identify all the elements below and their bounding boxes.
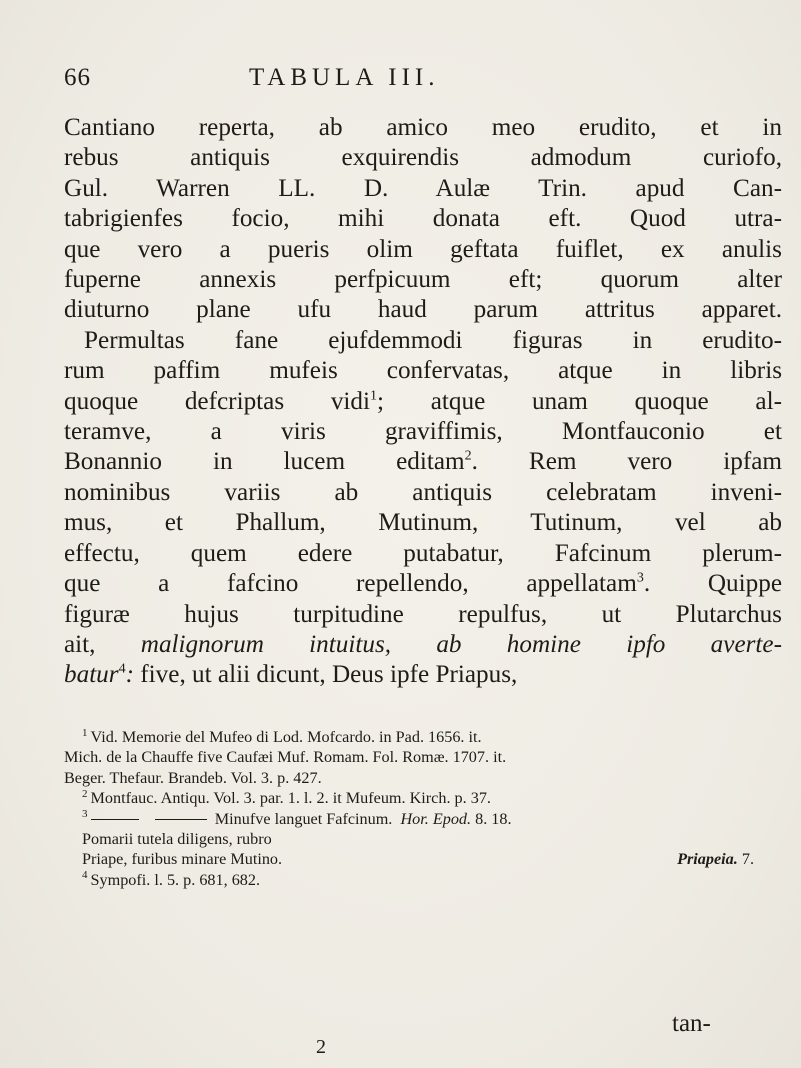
footnote-1-cont: Beger. Thefaur. Brandeb. Vol. 3. p. 427. [64,768,322,787]
text-fragment: quoque defcriptas vidi [64,387,371,415]
page-header [64,64,784,94]
text-line [64,630,782,660]
text-line [64,569,782,599]
footnote-marker: 3 [636,570,644,586]
verse-citation-title: Priapeia. [677,850,738,869]
body-text [64,113,782,691]
footnote-citation: Hor. Epod. [400,809,472,828]
verse-citation-ref: 7. [741,850,754,869]
verse-citation [677,849,754,869]
text-line: rebus antiquis exquirendis admodum curiofo, [64,144,782,172]
footnote-text: Minufve languet Fafcinum. [214,809,393,828]
text-line: Permultas fane ejufdemmodi figuras in erudito- [84,326,782,354]
text-fragment: Bonannio in lucem editam [64,448,465,476]
text-line [64,447,782,477]
text-line: que vero a pueris olim geftata fuiflet, ex anulis [64,235,782,263]
text-fragment: five, ut alii dicunt, Deus ipfe Priapus, [140,661,518,689]
text-line: tabrigienfes focio, mihi donata eft. Quod utra- [64,205,782,233]
footnote-text: Vid. Memorie del Mufeo di Lod. Mofcardo. in Pad. 1656. it. [90,728,482,746]
text-line: nominibus variis ab antiquis celebratam inveni- [64,478,782,506]
footnote-marker: 4 [118,661,126,677]
footnote-3 [64,809,754,829]
footnote-2 [64,788,754,808]
footnote-marker: 2 [464,449,472,465]
footnote-1-cont: Mich. de la Chauffe five Caufæi Muf. Romam. Fol. Romæ. 1707. it. [64,748,507,767]
text-fragment: que a fafcino repellendo, appellatam [64,570,637,598]
verse-line [64,849,754,869]
footnote-number: 3 [82,808,88,821]
text-line: teramve, a viris graviffimis, Montfauconio et [64,418,782,446]
text-fragment: ait, [64,630,96,658]
italic-quote-end: batur [64,661,119,689]
catchword: tan- [672,1010,711,1037]
text-fragment: ; atque unam quoque al- [377,387,782,415]
text-line [64,660,782,690]
text-line: effectu, quem edere putabatur, Fafcinum plerum- [64,539,782,567]
text-line [64,387,782,417]
signature-mark: 2 [316,1036,326,1058]
text-line: rum paffim mufeis confervatas, atque in libris [64,357,782,385]
footnote-number: 1 [82,726,88,739]
text-line: fuperne annexis perfpicuum eft; quorum alter [64,266,782,294]
running-title: TABULA III. [249,64,440,91]
ditto-dash [155,819,207,820]
italic-colon: : [125,661,134,689]
footnote-text: Sympofi. l. 5. p. 681, 682. [90,870,261,889]
verse-line: Pomarii tutela diligens, rubro [82,830,272,849]
text-line: diuturno plane ufu haud parum attritus apparet. [64,296,782,324]
text-fragment: . Quippe [643,570,782,598]
text-line: mus, et Phallum, Mutinum, Tutinum, vel ab [64,509,782,537]
text-line: Cantiano reperta, ab amico meo erudito, et in [64,114,782,141]
footnote-number: 2 [82,787,88,800]
footnote-1 [64,727,754,747]
footnote-ref: 8. 18. [475,809,512,828]
page-number: 66 [64,64,91,91]
text-line: Gul. Warren LL. D. Aulæ Trin. apud Can- [64,174,782,202]
verse-text: Priape, furibus minare Mutino. [82,850,283,869]
footnotes [64,727,754,890]
footnote-marker: 1 [370,388,378,404]
ditto-dash [91,819,139,820]
footnote-number: 4 [82,869,88,882]
footnote-4 [64,870,754,890]
footnote-text: Montfauc. Antiqu. Vol. 3. par. 1. l. 2. it Mufeum. Kirch. p. 37. [90,789,491,808]
text-fragment: . Rem vero ipfam [471,448,782,476]
text-line: figuræ hujus turpitudine repulfus, ut Plutarchus [64,600,782,628]
italic-quote: malignorum intuitus, ab homine ipfo averte- [140,630,783,658]
